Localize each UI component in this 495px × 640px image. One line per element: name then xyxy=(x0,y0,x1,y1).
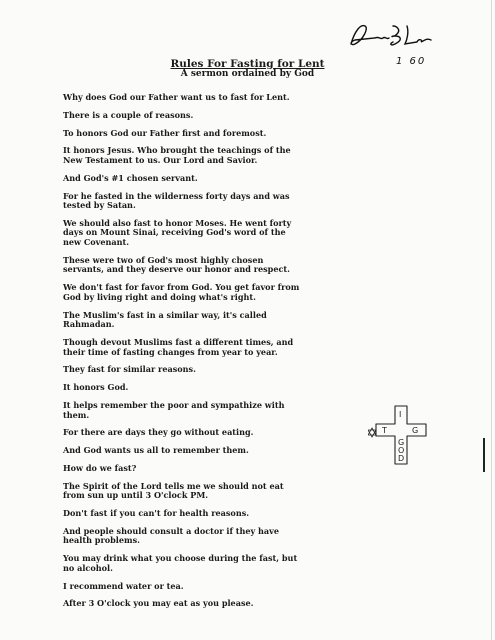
paragraph: The Spirit of the Lord tells me we should not eat from sun up until 3 O'clock PM. xyxy=(63,480,284,501)
paragraph: Don't fast if you can't for health reasons. xyxy=(63,508,250,518)
paragraph: It helps remember the poor and sympathize with them. xyxy=(63,399,285,420)
paragraph: For he fasted in the wilderness forty days and was tested by Satan. xyxy=(63,190,290,211)
paragraph: How do we fast? xyxy=(63,462,137,473)
document-subtitle: A sermon ordained by God xyxy=(180,69,315,79)
paragraph: They fast for similar reasons. xyxy=(63,364,196,375)
paragraph: Though devout Muslims fast a different times, and their time of fasting changes from year to year. xyxy=(63,336,294,357)
paragraph: I recommend water or tea. xyxy=(63,580,184,591)
paragraph: After 3 O'clock you may eat as you please. xyxy=(63,598,254,609)
paragraph: We don't fast for favor from God. You get favor from God by living right and doing what's right. xyxy=(63,282,300,302)
paragraph: And God wants us all to remember them. xyxy=(63,445,249,456)
handwritten-signature xyxy=(345,18,435,54)
paragraph: We should also fast to honor Moses. He went forty days on Mount Sinai, receiving God's word of the new Covenant. xyxy=(63,217,292,248)
cross-drawing-icon xyxy=(368,404,434,466)
page-number-mark: 1 60 xyxy=(396,56,427,67)
paragraph: Why does God our Father want us to fast for Lent. xyxy=(63,92,290,102)
cross-letter-left: T xyxy=(382,426,387,435)
paragraph: And God's #1 chosen servant. xyxy=(63,172,198,183)
paragraph: For there are days they go without eating. xyxy=(63,427,254,438)
paragraph: To honors God our Father first and foremost. xyxy=(63,127,267,138)
document-title: Rules For Fasting for Lent xyxy=(170,58,325,70)
page-edge-line xyxy=(491,0,492,640)
paragraph: It honors Jesus. Who brought the teachings of the New Testament to us. Our Lord and Savior. xyxy=(63,145,291,165)
cross-letter-right: G xyxy=(412,426,419,435)
cross-letter-top: I xyxy=(399,410,402,419)
cross-letter-lower-3: D xyxy=(398,454,405,463)
paragraph: There is a couple of reasons. xyxy=(63,109,194,120)
cross-letter-lower-1: G xyxy=(398,438,405,447)
cross-letter-lower-2: O xyxy=(398,446,405,455)
paragraph: You may drink what you choose during the fast, but no alcohol. xyxy=(63,553,298,573)
paragraph: It honors God. xyxy=(63,382,129,393)
paragraph: And people should consult a doctor if they have health problems. xyxy=(63,525,280,546)
margin-pen-mark xyxy=(483,438,485,472)
paragraph: The Muslim's fast in a similar way, it's called Rahmadan. xyxy=(63,309,267,330)
paragraph: These were two of God's most highly chosen servants, and they deserve our honor and respect. xyxy=(63,254,290,275)
sermon-body xyxy=(63,93,408,617)
star-of-david-icon xyxy=(368,428,376,437)
